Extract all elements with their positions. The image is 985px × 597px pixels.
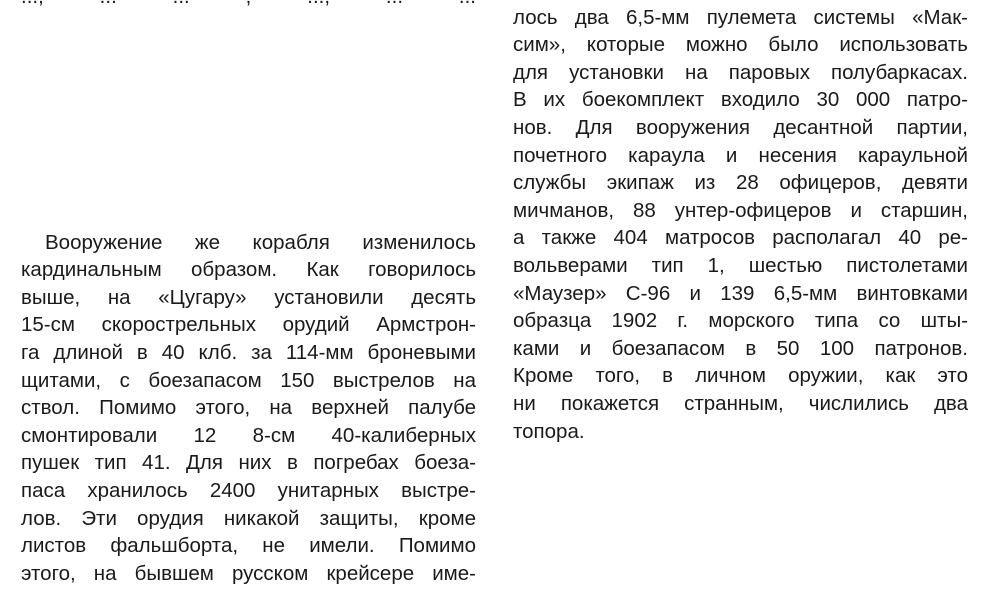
- paragraph-line: лось два 6,5-мм пулемета системы «Мак-: [513, 5, 968, 29]
- paragraph-line: В их боекомплект входило 30 000 патро-: [513, 88, 968, 112]
- paragraph-line: для установки на паровых полубаркасах.: [513, 60, 968, 84]
- paragraph-line: листов фальшборта, не имели. Помимо: [21, 534, 476, 558]
- paragraph-line: Вооружение же корабля изменилось: [45, 230, 476, 254]
- paragraph-line: мичманов, 88 унтер-офицеров и старшин,: [513, 198, 968, 222]
- paragraph-line: щитами, с боезапасом 150 выстрелов на: [21, 368, 476, 392]
- paragraph-line: кардинальным образом. Как говорилось: [21, 258, 476, 282]
- paragraph-line: образца 1902 г. морского типа со шты-: [513, 309, 968, 333]
- left-column: [21, 0, 476, 597]
- paragraph-line: «Маузер» С-96 и 139 6,5-мм винтовками: [513, 281, 968, 305]
- paragraph-line: почетного караула и несения караульной: [513, 143, 968, 167]
- paragraph-line: лов. Эти орудия никакой защиты, кроме: [21, 506, 476, 530]
- paragraph-line: смонтировали 12 8-см 40-калиберных: [21, 423, 476, 447]
- paragraph-line: нов. Для вооружения десантной партии,: [513, 115, 968, 139]
- paragraph-line: 15-см скорострельных орудий Армстрон-: [21, 313, 476, 337]
- paragraph-line: ни покажется странным, числились два: [513, 391, 968, 415]
- paragraph-line: ками и боезапасом в 50 100 патронов.: [513, 336, 968, 360]
- paragraph-line: ствол. Помимо этого, на верхней палубе: [21, 396, 476, 420]
- paragraph-line: сим», которые можно было использовать: [513, 33, 968, 57]
- clipped-top-line: [21, 0, 476, 11]
- paragraph-line: а также 404 матросов располагал 40 ре-: [513, 226, 968, 250]
- paragraph-last-line: топора.: [513, 419, 585, 443]
- paragraph-line: паса хранилось 2400 унитарных выстре-: [21, 478, 476, 502]
- paragraph-line: га длиной в 40 клб. за 114-мм броневыми: [21, 340, 476, 364]
- paragraph-line: выше, на «Цугару» установили десять: [21, 285, 476, 309]
- paragraph-line: службы экипаж из 28 офицеров, девяти: [513, 171, 968, 195]
- paragraph-line: пушек тип 41. Для них в погребах боеза-: [21, 451, 476, 475]
- paragraph-line: Кроме того, в личном оружии, как это: [513, 364, 968, 388]
- paragraph-line: вольверами тип 1, шестью пистолетами: [513, 253, 968, 277]
- paragraph-line: этого, на бывшем русском крейсере име-: [21, 561, 476, 585]
